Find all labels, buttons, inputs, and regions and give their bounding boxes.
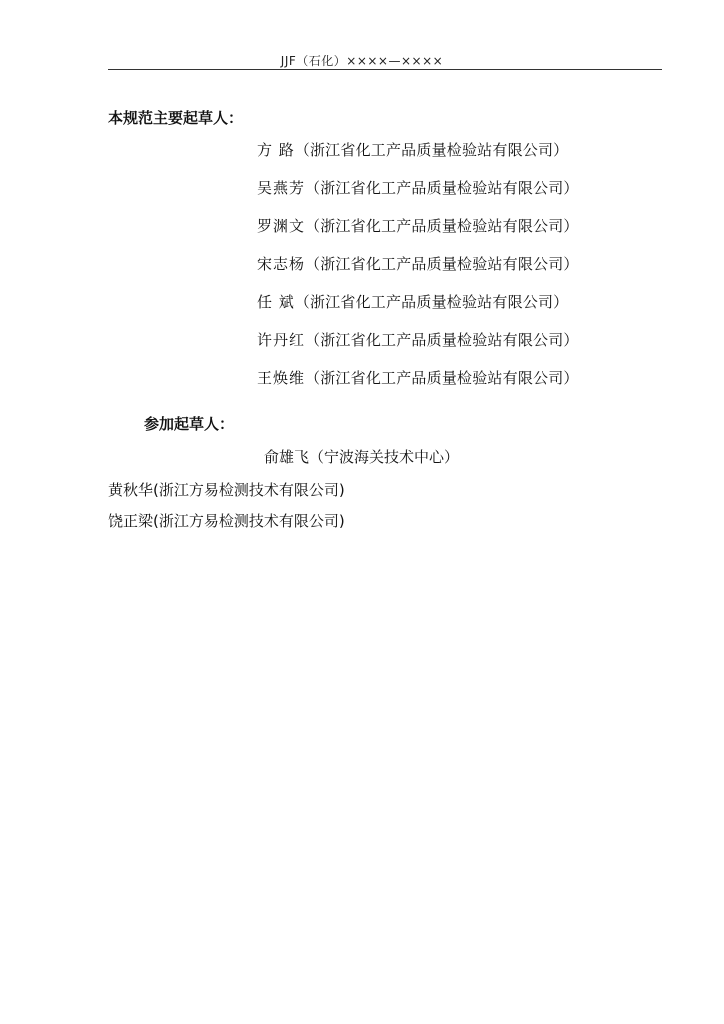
drafter-organization: （浙江省化工产品质量检验站有限公司） (305, 255, 579, 273)
main-drafter-item (257, 140, 579, 178)
participating-drafter-line: 饶正梁(浙江方易检测技术有限公司) (108, 512, 345, 530)
drafter-organization: （浙江省化工产品质量检验站有限公司） (305, 369, 579, 387)
drafter-organization: （浙江省化工产品质量检验站有限公司） (305, 331, 579, 349)
participating-drafters-heading: 参加起草人： (144, 415, 235, 433)
drafter-name: 方 路 (257, 141, 295, 159)
main-drafter-item (257, 216, 579, 254)
drafter-organization: （浙江省化工产品质量检验站有限公司） (294, 293, 569, 311)
drafter-name: 王焕维 (257, 369, 306, 387)
drafter-organization: （浙江省化工产品质量检验站有限公司） (305, 217, 579, 235)
drafter-name: 许丹红 (257, 331, 306, 349)
main-drafter-item (257, 330, 579, 368)
drafter-name: 宋志杨 (257, 255, 306, 273)
main-drafter-item (257, 254, 579, 292)
drafter-name: 吴燕芳 (257, 179, 306, 197)
drafter-name: 任 斌 (257, 293, 295, 311)
main-drafter-item (257, 292, 579, 330)
main-drafter-item (257, 368, 579, 406)
main-drafter-item (257, 178, 579, 216)
main-drafters-heading: 本规范主要起草人： (108, 109, 244, 127)
header-rule (108, 69, 662, 70)
drafter-organization: （浙江省化工产品质量检验站有限公司） (294, 141, 569, 159)
document-header-code: JJF（石化）××××—×××× (280, 54, 444, 68)
main-drafters-list (257, 140, 579, 406)
participating-drafter-line: 黄秋华(浙江方易检测技术有限公司) (108, 481, 345, 499)
drafter-name: 罗渊文 (257, 217, 306, 235)
participating-drafter-line: 俞雄飞（宁波海关技术中心） (264, 448, 460, 466)
drafter-organization: （浙江省化工产品质量检验站有限公司） (305, 179, 579, 197)
